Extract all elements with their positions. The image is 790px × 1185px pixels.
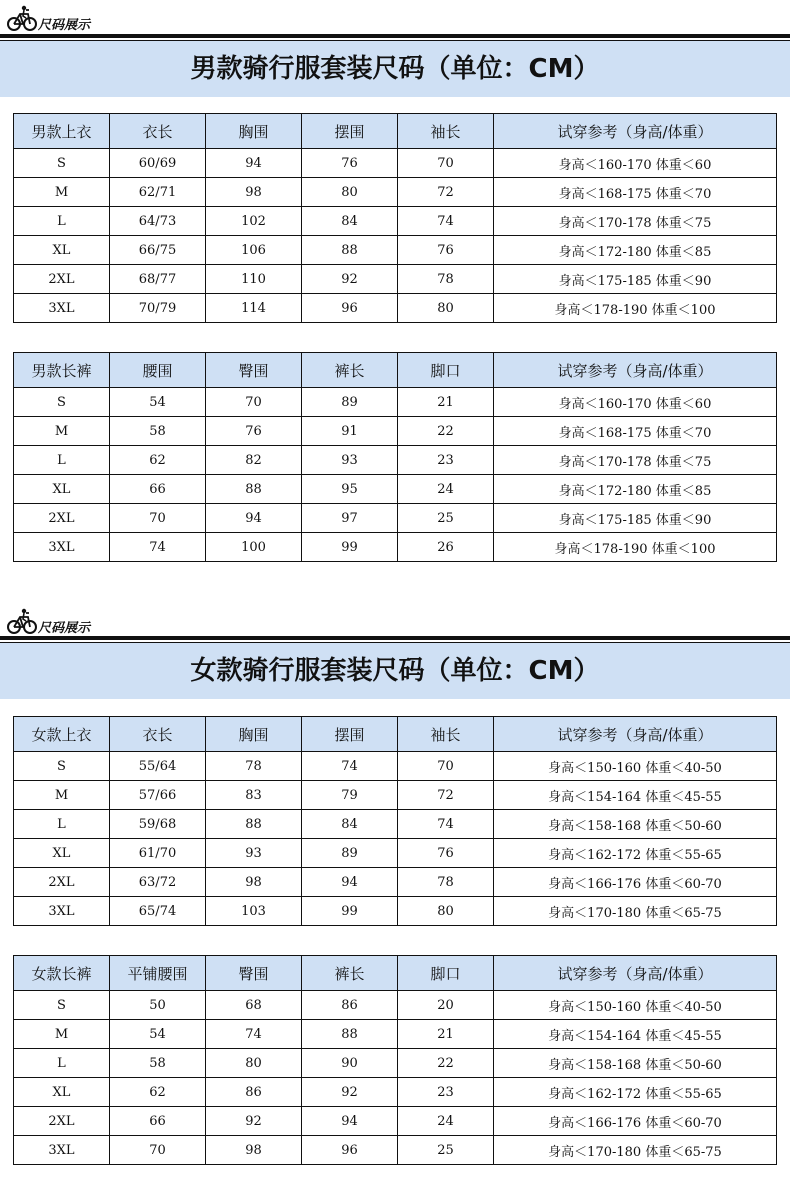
divider xyxy=(0,34,790,38)
table-cell: 62 xyxy=(110,446,206,475)
size-cell: L xyxy=(14,207,110,236)
table-cell: 94 xyxy=(206,504,302,533)
table-row xyxy=(14,1107,777,1136)
table-cell: 63/72 xyxy=(110,868,206,897)
table-cell: 98 xyxy=(206,178,302,207)
table-cell: 80 xyxy=(398,897,494,926)
size-cell: XL xyxy=(14,236,110,265)
table-cell: 66/75 xyxy=(110,236,206,265)
table-cell: 身高＜175-185 体重＜90 xyxy=(494,504,777,533)
size-cell: 3XL xyxy=(14,294,110,323)
size-cell: M xyxy=(14,417,110,446)
column-header: 脚口 xyxy=(398,353,494,388)
table-cell: 95 xyxy=(302,475,398,504)
table-cell: 身高＜170-180 体重＜65-75 xyxy=(494,1136,777,1165)
table-cell: 身高＜150-160 体重＜40-50 xyxy=(494,752,777,781)
table-cell: 99 xyxy=(302,897,398,926)
table-row xyxy=(14,1078,777,1107)
table-cell: 79 xyxy=(302,781,398,810)
column-header: 摆围 xyxy=(302,114,398,149)
size-cell: 2XL xyxy=(14,265,110,294)
divider xyxy=(0,636,790,640)
table-cell: 91 xyxy=(302,417,398,446)
section-title: 女款骑行服套装尺码（单位：CM） xyxy=(190,656,600,686)
column-header: 衣长 xyxy=(110,114,206,149)
table-cell: 55/64 xyxy=(110,752,206,781)
table-cell: 74 xyxy=(302,752,398,781)
section-header-label: 尺码展示 xyxy=(38,18,91,33)
table-cell: 21 xyxy=(398,388,494,417)
table-row xyxy=(14,897,777,926)
table-cell: 74 xyxy=(398,810,494,839)
table-cell: 94 xyxy=(206,149,302,178)
table-cell: 24 xyxy=(398,475,494,504)
table-cell: 身高＜172-180 体重＜85 xyxy=(494,475,777,504)
table-cell: 110 xyxy=(206,265,302,294)
table-cell: 88 xyxy=(302,1020,398,1049)
table-cell: 76 xyxy=(206,417,302,446)
table-cell: 身高＜154-164 体重＜45-55 xyxy=(494,1020,777,1049)
size-table-men-bottom xyxy=(13,352,777,562)
table-cell: 70 xyxy=(398,149,494,178)
table-cell: 84 xyxy=(302,810,398,839)
table-cell: 114 xyxy=(206,294,302,323)
table-cell: 96 xyxy=(302,294,398,323)
table-row xyxy=(14,1136,777,1165)
table-cell: 身高＜175-185 体重＜90 xyxy=(494,265,777,294)
column-header: 试穿参考（身高/体重） xyxy=(494,717,777,752)
table-cell: 61/70 xyxy=(110,839,206,868)
table-cell: 103 xyxy=(206,897,302,926)
table-cell: 身高＜154-164 体重＜45-55 xyxy=(494,781,777,810)
table-cell: 76 xyxy=(302,149,398,178)
section-title: 男款骑行服套装尺码（单位：CM） xyxy=(190,54,600,84)
size-cell: L xyxy=(14,446,110,475)
table-row xyxy=(14,752,777,781)
table-cell: 身高＜170-178 体重＜75 xyxy=(494,207,777,236)
size-cell: L xyxy=(14,810,110,839)
table-cell: 82 xyxy=(206,446,302,475)
column-header: 女款长裤 xyxy=(14,956,110,991)
table-row xyxy=(14,265,777,294)
table-cell: 96 xyxy=(302,1136,398,1165)
table-cell: 76 xyxy=(398,839,494,868)
column-header: 男款长裤 xyxy=(14,353,110,388)
table-cell: 72 xyxy=(398,178,494,207)
size-table-women-bottom xyxy=(13,955,777,1165)
table-cell: 20 xyxy=(398,991,494,1020)
table-cell: 身高＜162-172 体重＜55-65 xyxy=(494,1078,777,1107)
table-cell: 72 xyxy=(398,781,494,810)
table-cell: 70 xyxy=(206,388,302,417)
column-header: 袖长 xyxy=(398,114,494,149)
table-cell: 身高＜178-190 体重＜100 xyxy=(494,533,777,562)
table-cell: 身高＜158-168 体重＜50-60 xyxy=(494,810,777,839)
table-header-row xyxy=(14,353,777,388)
table-cell: 70 xyxy=(110,504,206,533)
table-cell: 身高＜172-180 体重＜85 xyxy=(494,236,777,265)
table-row xyxy=(14,868,777,897)
table-cell: 70/79 xyxy=(110,294,206,323)
table-cell: 66 xyxy=(110,475,206,504)
table-cell: 70 xyxy=(110,1136,206,1165)
table-cell: 80 xyxy=(302,178,398,207)
table-row xyxy=(14,504,777,533)
table-row xyxy=(14,149,777,178)
column-header: 腰围 xyxy=(110,353,206,388)
size-cell: XL xyxy=(14,839,110,868)
table-cell: 86 xyxy=(302,991,398,1020)
column-header: 臀围 xyxy=(206,956,302,991)
table-cell: 58 xyxy=(110,417,206,446)
table-row xyxy=(14,991,777,1020)
table-row xyxy=(14,388,777,417)
size-cell: S xyxy=(14,752,110,781)
table-cell: 21 xyxy=(398,1020,494,1049)
table-cell: 93 xyxy=(302,446,398,475)
column-header: 裤长 xyxy=(302,956,398,991)
table-header-row xyxy=(14,114,777,149)
size-table-women-top xyxy=(13,716,777,926)
size-cell: 3XL xyxy=(14,533,110,562)
table-cell: 59/68 xyxy=(110,810,206,839)
size-cell: 3XL xyxy=(14,1136,110,1165)
table-cell: 86 xyxy=(206,1078,302,1107)
table-cell: 54 xyxy=(110,1020,206,1049)
column-header: 袖长 xyxy=(398,717,494,752)
table-cell: 身高＜168-175 体重＜70 xyxy=(494,178,777,207)
table-row xyxy=(14,446,777,475)
column-header: 摆围 xyxy=(302,717,398,752)
table-cell: 身高＜170-178 体重＜75 xyxy=(494,446,777,475)
title-band xyxy=(0,643,790,699)
table-cell: 身高＜160-170 体重＜60 xyxy=(494,149,777,178)
size-cell: 2XL xyxy=(14,868,110,897)
table-cell: 78 xyxy=(398,868,494,897)
size-cell: 2XL xyxy=(14,504,110,533)
table-cell: 84 xyxy=(302,207,398,236)
section-header xyxy=(0,0,790,36)
table-cell: 身高＜160-170 体重＜60 xyxy=(494,388,777,417)
table-cell: 88 xyxy=(302,236,398,265)
table-cell: 身高＜166-176 体重＜60-70 xyxy=(494,1107,777,1136)
table-cell: 106 xyxy=(206,236,302,265)
table-cell: 92 xyxy=(302,265,398,294)
section-header xyxy=(0,603,790,639)
column-header: 裤长 xyxy=(302,353,398,388)
table-cell: 22 xyxy=(398,417,494,446)
table-cell: 22 xyxy=(398,1049,494,1078)
table-cell: 68 xyxy=(206,991,302,1020)
table-cell: 99 xyxy=(302,533,398,562)
table-cell: 66 xyxy=(110,1107,206,1136)
table-row xyxy=(14,207,777,236)
table-header-row xyxy=(14,956,777,991)
table-cell: 60/69 xyxy=(110,149,206,178)
column-header: 脚口 xyxy=(398,956,494,991)
size-cell: M xyxy=(14,178,110,207)
table-cell: 90 xyxy=(302,1049,398,1078)
table-row xyxy=(14,1049,777,1078)
table-row xyxy=(14,475,777,504)
table-cell: 102 xyxy=(206,207,302,236)
table-cell: 64/73 xyxy=(110,207,206,236)
table-cell: 54 xyxy=(110,388,206,417)
table-cell: 身高＜158-168 体重＜50-60 xyxy=(494,1049,777,1078)
column-header: 胸围 xyxy=(206,114,302,149)
size-cell: S xyxy=(14,149,110,178)
size-cell: S xyxy=(14,388,110,417)
table-cell: 80 xyxy=(206,1049,302,1078)
table-cell: 74 xyxy=(110,533,206,562)
column-header: 试穿参考（身高/体重） xyxy=(494,114,777,149)
table-cell: 23 xyxy=(398,446,494,475)
table-row xyxy=(14,1020,777,1049)
size-cell: 3XL xyxy=(14,897,110,926)
table-row xyxy=(14,781,777,810)
title-band xyxy=(0,41,790,97)
table-cell: 98 xyxy=(206,868,302,897)
table-cell: 50 xyxy=(110,991,206,1020)
table-cell: 身高＜162-172 体重＜55-65 xyxy=(494,839,777,868)
table-cell: 25 xyxy=(398,1136,494,1165)
column-header: 衣长 xyxy=(110,717,206,752)
table-cell: 身高＜166-176 体重＜60-70 xyxy=(494,868,777,897)
table-cell: 身高＜168-175 体重＜70 xyxy=(494,417,777,446)
table-header-row xyxy=(14,717,777,752)
table-cell: 92 xyxy=(206,1107,302,1136)
bicycle-icon xyxy=(6,605,38,635)
column-header: 臀围 xyxy=(206,353,302,388)
size-cell: XL xyxy=(14,1078,110,1107)
size-table-men-top xyxy=(13,113,777,323)
table-row xyxy=(14,533,777,562)
table-cell: 26 xyxy=(398,533,494,562)
table-cell: 93 xyxy=(206,839,302,868)
table-cell: 97 xyxy=(302,504,398,533)
table-cell: 62/71 xyxy=(110,178,206,207)
table-row xyxy=(14,178,777,207)
table-cell: 100 xyxy=(206,533,302,562)
table-row xyxy=(14,810,777,839)
table-cell: 身高＜170-180 体重＜65-75 xyxy=(494,897,777,926)
table-cell: 76 xyxy=(398,236,494,265)
column-header: 试穿参考（身高/体重） xyxy=(494,353,777,388)
column-header: 胸围 xyxy=(206,717,302,752)
table-cell: 88 xyxy=(206,475,302,504)
table-row xyxy=(14,839,777,868)
table-cell: 80 xyxy=(398,294,494,323)
table-cell: 88 xyxy=(206,810,302,839)
table-cell: 62 xyxy=(110,1078,206,1107)
section-header-label: 尺码展示 xyxy=(38,621,91,636)
table-cell: 78 xyxy=(398,265,494,294)
table-cell: 57/66 xyxy=(110,781,206,810)
table-cell: 83 xyxy=(206,781,302,810)
table-cell: 身高＜178-190 体重＜100 xyxy=(494,294,777,323)
size-cell: XL xyxy=(14,475,110,504)
column-header: 试穿参考（身高/体重） xyxy=(494,956,777,991)
table-cell: 25 xyxy=(398,504,494,533)
table-cell: 92 xyxy=(302,1078,398,1107)
table-cell: 89 xyxy=(302,839,398,868)
size-cell: M xyxy=(14,781,110,810)
table-cell: 65/74 xyxy=(110,897,206,926)
table-cell: 身高＜150-160 体重＜40-50 xyxy=(494,991,777,1020)
table-cell: 24 xyxy=(398,1107,494,1136)
table-row xyxy=(14,236,777,265)
table-row xyxy=(14,294,777,323)
table-cell: 74 xyxy=(206,1020,302,1049)
table-cell: 23 xyxy=(398,1078,494,1107)
table-cell: 74 xyxy=(398,207,494,236)
table-cell: 98 xyxy=(206,1136,302,1165)
table-cell: 78 xyxy=(206,752,302,781)
table-cell: 94 xyxy=(302,868,398,897)
size-cell: S xyxy=(14,991,110,1020)
column-header: 女款上衣 xyxy=(14,717,110,752)
size-cell: 2XL xyxy=(14,1107,110,1136)
size-cell: L xyxy=(14,1049,110,1078)
column-header: 男款上衣 xyxy=(14,114,110,149)
table-row xyxy=(14,417,777,446)
table-cell: 68/77 xyxy=(110,265,206,294)
column-header: 平铺腰围 xyxy=(110,956,206,991)
bicycle-icon xyxy=(6,2,38,32)
table-cell: 58 xyxy=(110,1049,206,1078)
table-cell: 70 xyxy=(398,752,494,781)
table-cell: 94 xyxy=(302,1107,398,1136)
table-cell: 89 xyxy=(302,388,398,417)
size-cell: M xyxy=(14,1020,110,1049)
